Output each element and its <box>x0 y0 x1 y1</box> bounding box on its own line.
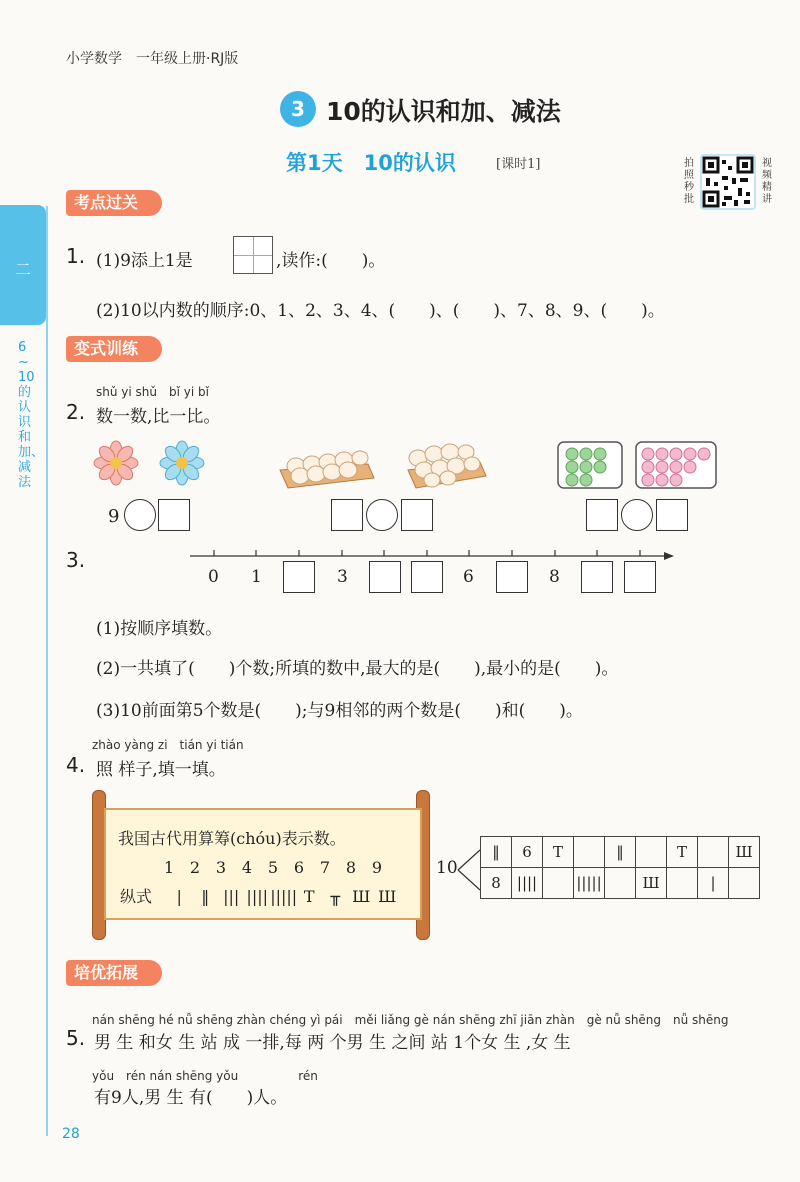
egg-tray-images <box>276 440 488 496</box>
q1-number: 1. <box>66 244 86 268</box>
table-cell[interactable]: 8 <box>481 868 512 899</box>
egg-tray-icon-2 <box>408 444 486 488</box>
compare-circle-3[interactable] <box>621 499 653 531</box>
q3-sub2: (2)一共填了( )个数;所填的数中,最大的是( ),最小的是( )。 <box>96 659 619 679</box>
tick-label-3: 3 <box>337 567 348 587</box>
table-cell[interactable]: Ш <box>729 837 760 868</box>
answer-box-3[interactable] <box>401 499 433 531</box>
section-label-1: 考点过关 <box>66 190 162 216</box>
rod-split-table <box>480 836 760 899</box>
q5-line2: 有9人,男 生 有( )人。 <box>94 1088 288 1108</box>
table-cell[interactable] <box>667 868 698 899</box>
q2-text: 数一数,比一比。 <box>96 407 221 427</box>
side-divider <box>46 206 48 1136</box>
table-cell[interactable]: T <box>543 837 574 868</box>
q4-pinyin: zhào yàng zi tián yi tián <box>92 738 244 752</box>
table-cell[interactable]: T <box>667 837 698 868</box>
q2-pinyin: shǔ yi shǔ bǐ yi bǐ <box>96 385 209 399</box>
q3-sub3: (3)10前面第5个数是( );与9相邻的两个数是( )和( )。 <box>96 701 583 721</box>
table-cell[interactable] <box>729 868 760 899</box>
section-label-2: 变式训练 <box>66 336 162 362</box>
compare-circle-1[interactable] <box>124 499 156 531</box>
rod-digit: 9 <box>371 858 383 877</box>
rod-symbol: ||||| <box>270 887 298 906</box>
rod-symbol: | <box>176 887 182 906</box>
unit-number-badge: 3 <box>280 91 316 127</box>
rod-digit-row <box>156 858 390 877</box>
q4-number: 4. <box>66 753 86 777</box>
scroll-title: 我国古代用算筹(chóu)表示数。 <box>118 829 346 848</box>
tick-label-1: 1 <box>251 567 262 587</box>
numberline-box-5[interactable] <box>411 561 443 593</box>
rod-symbol: ╥ <box>330 887 341 906</box>
rod-symbol: ‖ <box>201 887 210 906</box>
answer-box-2[interactable] <box>331 499 363 531</box>
compare-circle-2[interactable] <box>366 499 398 531</box>
lesson-tag: [课时1] <box>496 157 541 172</box>
grid-divider-h <box>234 255 272 256</box>
tick-label-8: 8 <box>549 567 560 587</box>
table-row <box>481 837 760 868</box>
answer-box-5[interactable] <box>656 499 688 531</box>
table-cell[interactable]: ||||| <box>574 868 605 899</box>
dot-box-images <box>556 440 720 490</box>
split-ten-label: 10 <box>436 858 458 878</box>
rod-digit: 3 <box>215 858 227 877</box>
green-dots-box-icon <box>558 442 622 488</box>
q5-line1: 男 生 和女 生 站 成 一排,每 两 个男 生 之间 站 1个女 生 ,女 生 <box>94 1033 571 1053</box>
tick-label-6: 6 <box>463 567 474 587</box>
table-cell[interactable]: | <box>698 868 729 899</box>
numberline-box-2[interactable] <box>283 561 315 593</box>
q1-answer-grid[interactable] <box>233 236 273 274</box>
rod-digit: 7 <box>319 858 331 877</box>
page-number: 28 <box>62 1126 80 1142</box>
book-header: 小学数学 一年级上册·RJ版 <box>66 51 239 67</box>
q5-pinyin-2: yǒu rén nán shēng yǒu rén <box>92 1069 318 1083</box>
rod-digit: 4 <box>241 858 253 877</box>
answer-box-1[interactable] <box>158 499 190 531</box>
rod-digit: 6 <box>293 858 305 877</box>
table-cell[interactable] <box>543 868 574 899</box>
qr-right-label: 视频精讲 <box>762 158 772 205</box>
day-title: 第1天 10的认识 <box>286 151 456 175</box>
rod-symbol: |||| <box>246 887 268 906</box>
section-label-3: 培优拓展 <box>66 960 162 986</box>
numberline-box-10[interactable] <box>624 561 656 593</box>
q1-line2: (2)10以内数的顺序:0、1、2、3、4、( )、( )、7、8、9、( )。 <box>96 301 665 321</box>
q3-number: 3. <box>66 548 86 572</box>
rod-symbol: T <box>303 887 315 906</box>
egg-tray-icon-1 <box>280 451 374 488</box>
side-chapter-tab[interactable]: 二 <box>0 205 46 325</box>
pink-dots-box-icon <box>636 442 716 488</box>
rod-symbol-row <box>120 884 400 907</box>
side-chapter-title: 6~10的认识和加、减法 <box>18 340 45 490</box>
rod-symbol: Ш <box>352 887 371 906</box>
q1-line1-b: ,读作:( )。 <box>276 251 386 271</box>
pink-flower-icon <box>94 441 138 485</box>
rod-digit: 5 <box>267 858 279 877</box>
q2-left-number: 9 <box>108 506 120 527</box>
numberline-box-7[interactable] <box>496 561 528 593</box>
qr-left-label: 拍照秒批 <box>684 158 694 205</box>
table-cell[interactable]: Ш <box>636 868 667 899</box>
q3-sub1: (1)按顺序填数。 <box>96 619 223 639</box>
table-cell[interactable] <box>636 837 667 868</box>
numberline-box-4[interactable] <box>369 561 401 593</box>
rod-symbol: ||| <box>223 887 240 906</box>
q4-text: 照 样子,填一填。 <box>96 760 226 780</box>
q1-line1-a: (1)9添上1是 <box>96 251 193 271</box>
numberline-box-9[interactable] <box>581 561 613 593</box>
table-cell[interactable]: 6 <box>512 837 543 868</box>
table-cell[interactable]: |||| <box>512 868 543 899</box>
flower-images <box>88 440 208 486</box>
table-cell[interactable] <box>574 837 605 868</box>
qr-code-icon[interactable] <box>700 154 756 210</box>
q2-number: 2. <box>66 400 86 424</box>
unit-title: 10的认识和加、减法 <box>326 97 561 126</box>
rod-digit: 1 <box>163 858 175 877</box>
q5-pinyin-1: nán shēng hé nǚ shēng zhàn chéng yì pái měi liǎng gè nán shēng zhī jiān zhàn gè nǚ shēng nǚ shēng <box>92 1013 729 1027</box>
split-lines <box>456 846 482 894</box>
q5-number: 5. <box>66 1026 86 1050</box>
answer-box-4[interactable] <box>586 499 618 531</box>
table-cell[interactable]: ‖ <box>481 837 512 868</box>
table-row <box>481 868 760 899</box>
rod-digit: 2 <box>189 858 201 877</box>
rod-symbol: Ш <box>378 887 397 906</box>
table-cell[interactable]: ‖ <box>605 837 636 868</box>
rods-label: 纵式 <box>120 887 153 906</box>
blue-flower-icon <box>160 441 204 485</box>
table-cell[interactable] <box>698 837 729 868</box>
table-cell[interactable] <box>605 868 636 899</box>
rod-digit: 8 <box>345 858 357 877</box>
tick-label-0: 0 <box>208 567 219 587</box>
